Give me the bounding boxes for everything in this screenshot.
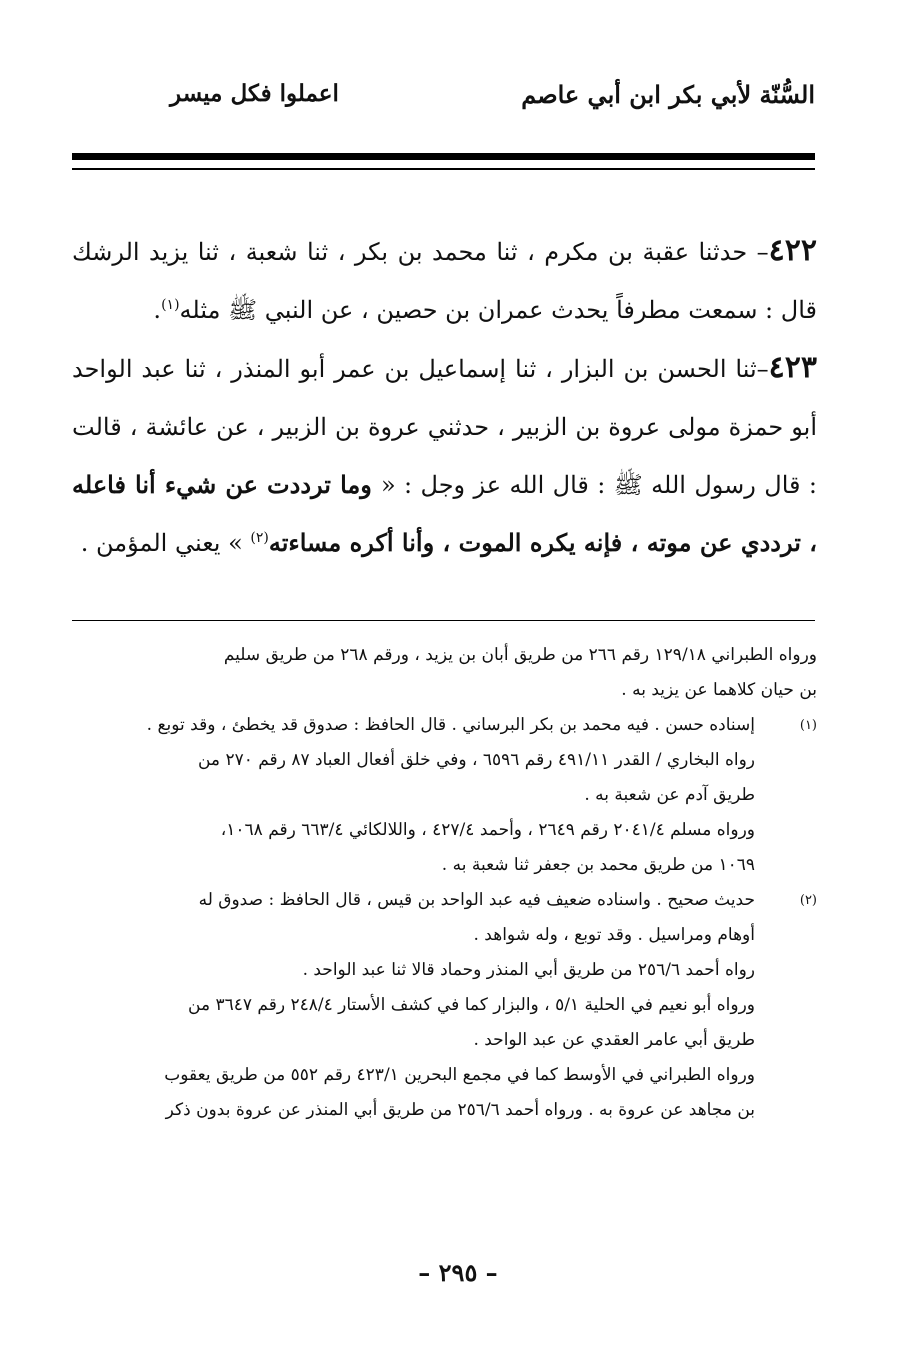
footnote-line: رواه أحمد ٢٥٦/٦ من طريق أبي المنذر وحماد قالا ثنا عبد الواحد . — [302, 960, 755, 980]
footnote-line: بن مجاهد عن عروة به . ورواه أحمد ٢٥٦/٦ من طريق أبي المنذر عن عروة بدون ذكر — [165, 1100, 755, 1120]
hadith-number: ٤٢٢ — [768, 233, 817, 268]
footnote-1 — [72, 708, 817, 883]
main-text — [72, 222, 817, 572]
hadith-text: –ثنا الحسن بن البزار ، ثنا إسماعيل بن عمر أبو المنذر ، ثنا عبد الواحد أبو حمزة مولى عروة بن الزبير ، حدثني عروة بن الزبير ، عن عائشة ، قالت : قال رسول الله ﷺ : قال الله عز وجل : « — [72, 355, 817, 499]
page-number: – ٢٩٥ – — [418, 1258, 498, 1287]
hadith-text: – حدثنا عقبة بن مكرم ، ثنا محمد بن بكر ، ثنا شعبة ، ثنا يزيد الرشك قال : سمعت مطرفاً يحدث عمران بن حصين ، عن النبي ﷺ مثله — [72, 238, 817, 324]
chapter-title: اعملوا فكل ميسر — [170, 80, 339, 107]
footnote-ref: (١) — [161, 297, 180, 313]
footnote-marker: (٢) — [799, 893, 817, 908]
hadith-422 — [72, 222, 817, 339]
footnote-line: طريق آدم عن شعبة به . — [584, 785, 755, 805]
footnote-2 — [72, 883, 817, 1128]
book-title: السُّنّة لأبي بكر ابن أبي عاصم — [521, 80, 815, 109]
hadith-quote: وما ترددت عن شيء أنا فاعله ، ترددي عن موته ، فإنه يكره الموت ، وأنا أكره مساءته — [72, 470, 817, 557]
footnote-marker: (١) — [799, 718, 817, 733]
footnote-line: ١٠٦٩ من طريق محمد بن جعفر ثنا شعبة به . — [441, 855, 755, 875]
footnote-line: ورواه الطبراني في الأوسط كما في مجمع البحرين ٤٢٣/١ رقم ٥٥٢ من طريق يعقوب — [164, 1065, 755, 1085]
running-header — [70, 80, 815, 120]
footnote-line: حديث صحيح . واسناده ضعيف فيه عبد الواحد بن قيس ، قال الحافظ : صدوق له — [198, 890, 755, 910]
hadith-number: ٤٢٣ — [768, 350, 817, 385]
footnote-ref: (٢) — [250, 530, 269, 546]
footnotes — [72, 638, 817, 1128]
hadith-423 — [72, 339, 817, 572]
footnote-line: ورواه الطبراني ١٢٩/١٨ رقم ٢٦٦ من طريق أبان بن يزيد ، ورقم ٢٦٨ من طريق سليم — [223, 645, 817, 665]
hadith-end: . — [153, 296, 162, 324]
header-rule-thick — [72, 153, 815, 160]
footnote-line: ورواه أبو نعيم في الحلية ٥/١ ، والبزار كما في كشف الأستار ٢٤٨/٤ رقم ٣٦٤٧ من — [188, 995, 755, 1015]
footnote-line: رواه البخاري / القدر ٤٩١/١١ رقم ٦٥٩٦ ، وفي خلق أفعال العباد ٨٧ رقم ٢٧٠ من — [197, 750, 755, 770]
footnote-line: إسناده حسن . فيه محمد بن بكر البرساني . قال الحافظ : صدوق قد يخطئ ، وقد توبع . — [146, 715, 755, 735]
footnote-line: أوهام ومراسيل . وقد توبع ، وله شواهد . — [473, 925, 755, 945]
footnote-continuation — [72, 638, 817, 708]
footnote-line: طريق أبي عامر العقدي عن عبد الواحد . — [473, 1030, 755, 1050]
header-rule-thin — [72, 168, 815, 170]
footnote-separator — [72, 620, 815, 621]
footnote-line: ورواه مسلم ٢٠٤١/٤ رقم ٢٦٤٩ ، وأحمد ٤٢٧/٤ ، واللالكائي ٦٦٣/٤ رقم ١٠٦٨، — [220, 820, 755, 840]
footnote-line: بن حيان كلاهما عن يزيد به . — [621, 680, 817, 700]
hadith-text-end: » يعني المؤمن . — [80, 529, 251, 557]
